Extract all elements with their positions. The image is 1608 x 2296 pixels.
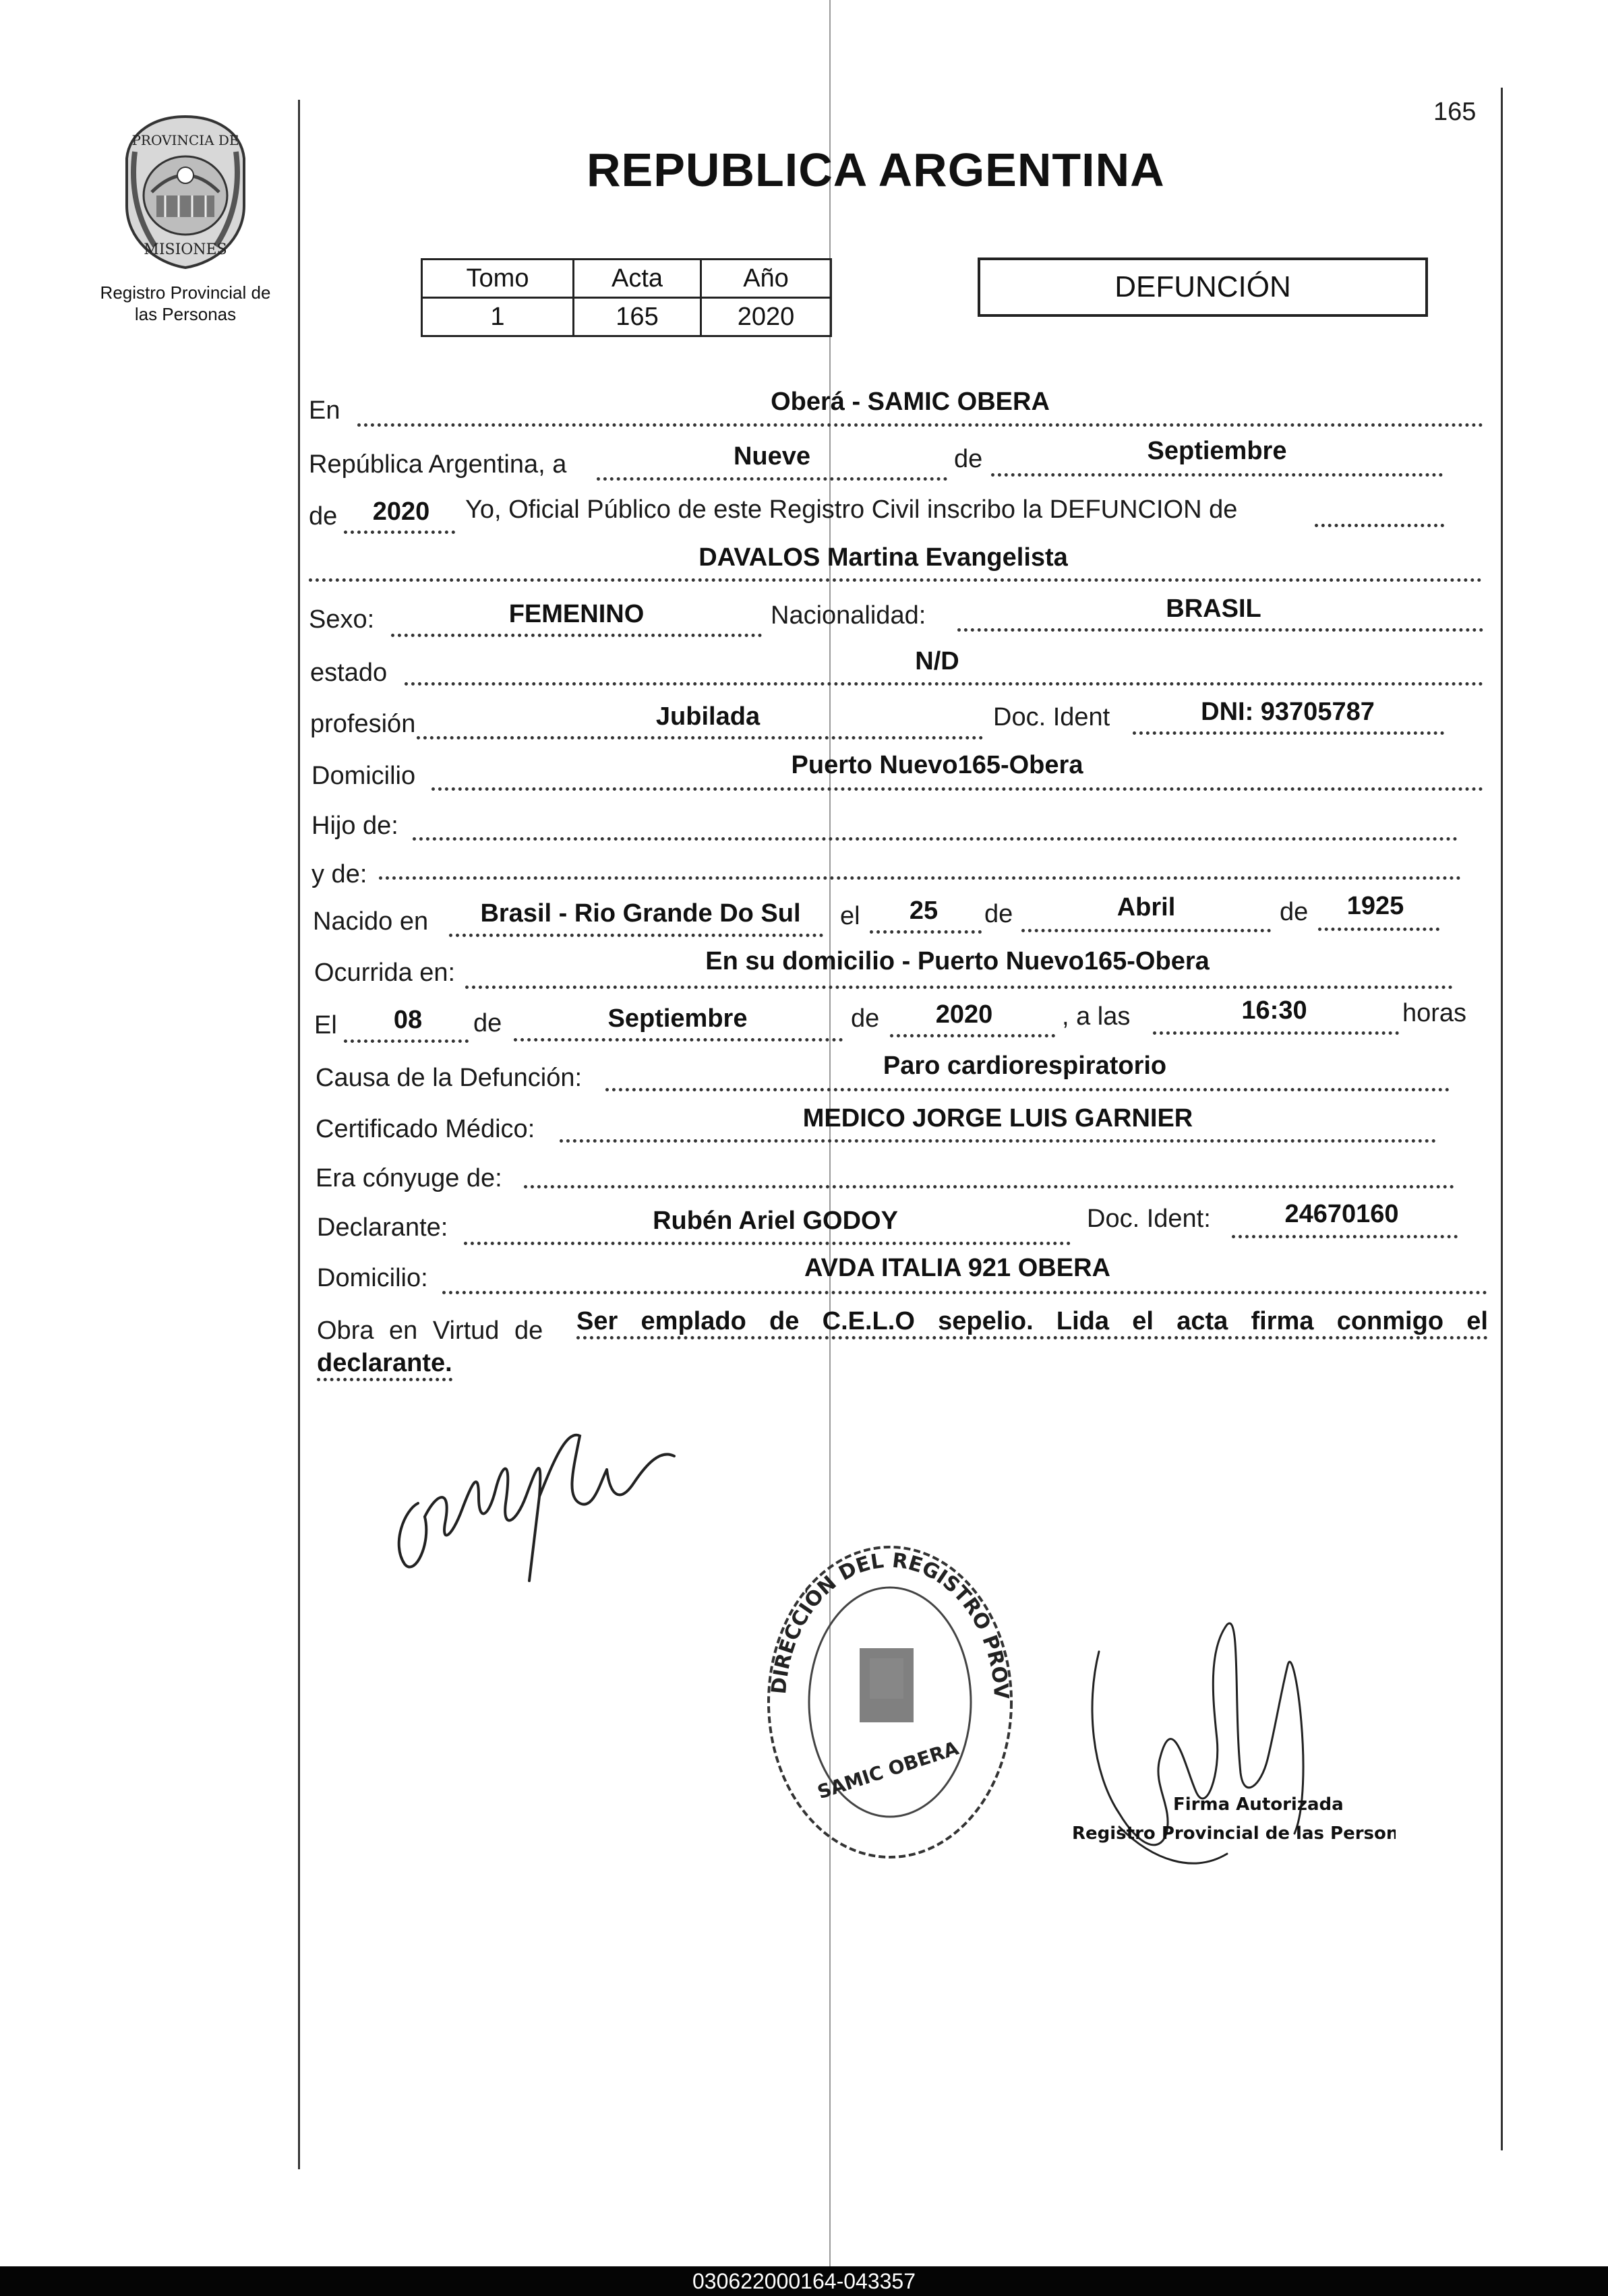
death-time: 16:30 <box>1241 996 1307 1025</box>
estado-dots <box>405 682 1483 686</box>
handwritten-signature-icon <box>378 1409 715 1604</box>
record-table <box>421 258 832 337</box>
yde-label: y de: <box>311 860 367 888</box>
obra-label <box>317 1317 543 1346</box>
de3-label: de <box>984 900 1013 928</box>
record-table-value-row <box>422 298 831 336</box>
misiones-coat-of-arms-icon <box>115 111 256 273</box>
nac-label: Nacionalidad: <box>771 601 926 630</box>
conyuge-label: Era cónyuge de: <box>316 1164 502 1192</box>
declarant-signature <box>378 1409 715 1604</box>
yde-dots <box>379 876 1461 880</box>
record-type: DEFUNCIÓN <box>1114 270 1291 303</box>
death-year: 2020 <box>935 1000 993 1029</box>
svg-text:Registro Provincial de las Per: Registro Provincial de las Personas <box>1072 1823 1396 1844</box>
record-header-acta: Acta <box>574 260 701 298</box>
causa-label: Causa de la Defunción: <box>316 1064 583 1092</box>
decl-dom-dots <box>442 1291 1487 1294</box>
svg-text:MISIONES: MISIONES <box>144 241 227 258</box>
decl-doc-label: Doc. Ident: <box>1087 1205 1211 1233</box>
en-value: Oberá - SAMIC OBERA <box>771 388 1050 416</box>
prof-dots <box>417 736 983 739</box>
yo-text: Yo, Oficial Público de este Registro Civil inscribo la DEFUNCION de <box>465 495 1238 524</box>
record-type-box <box>978 258 1428 317</box>
death-month: Septiembre <box>607 1004 748 1033</box>
ocurrida-value: En su domicilio - Puerto Nuevo165-Obera <box>705 947 1210 975</box>
decl-dots <box>464 1242 1071 1245</box>
record-header-anio: Año <box>701 260 831 298</box>
month-dots <box>991 473 1443 477</box>
left-margin-line <box>298 100 300 2169</box>
death-day: 08 <box>393 1006 423 1034</box>
decl-dom-value: AVDA ITALIA 921 OBERA <box>804 1254 1110 1282</box>
svg-text:Firma Autorizada: Firma Autorizada <box>1173 1794 1344 1815</box>
death-day-dots <box>344 1039 469 1043</box>
page-title: REPUBLICA ARGENTINA <box>587 144 1165 196</box>
year-dots <box>344 531 455 534</box>
birth-year: 1925 <box>1346 892 1404 920</box>
obra-value-line-1: Ser emplado de C.E.L.O sepelio. Lida el acta firma conmigo el <box>576 1306 1488 1339</box>
death-year-dots <box>890 1034 1055 1037</box>
year-text: 2020 <box>372 497 430 526</box>
decl-doc-value: 24670160 <box>1284 1200 1399 1228</box>
svg-text:DIRECCIÓN DEL REGISTRO PROVINC: DIRECCIÓN DEL REGISTRO PROV <box>767 1548 1013 1700</box>
province-logo <box>115 111 256 273</box>
dom-label: Domicilio <box>311 762 416 790</box>
registry-line-2: las Personas <box>134 304 237 324</box>
birth-day: 25 <box>909 897 939 925</box>
dom-dots <box>431 787 1483 791</box>
record-value-acta: 165 <box>574 298 701 336</box>
dom-value: Puerto Nuevo165-Obera <box>791 751 1083 779</box>
death-time-dots <box>1153 1031 1399 1035</box>
docid-label: Doc. Ident <box>993 703 1110 731</box>
registry-line-1: Registro Provincial de <box>100 282 271 303</box>
sexo-value: FEMENINO <box>508 600 645 628</box>
de4-label: de <box>1280 898 1309 926</box>
nacido-dots <box>449 934 823 937</box>
registry-round-seal <box>748 1527 1032 1877</box>
nac-value: BRASIL <box>1166 595 1261 623</box>
day-dots <box>597 477 947 481</box>
yo-trailing-dots <box>1315 524 1444 527</box>
ra-label: República Argentina, a <box>309 450 567 479</box>
month-text: Septiembre <box>1147 437 1287 465</box>
cert-value: MEDICO JORGE LUIS GARNIER <box>802 1104 1193 1132</box>
official-signature-stamp <box>1072 1571 1396 1908</box>
birth-day-dots <box>870 930 982 934</box>
day-text: Nueve <box>733 442 811 471</box>
nac-dots <box>957 628 1483 632</box>
de2-label: de <box>309 502 338 531</box>
registry-name <box>74 282 297 325</box>
sexo-label: Sexo: <box>309 605 375 634</box>
hijo-dots <box>413 837 1458 841</box>
nacido-label: Nacido en <box>313 907 429 936</box>
docid-value: DNI: 93705787 <box>1201 698 1375 726</box>
nacido-value: Brasil - Rio Grande Do Sul <box>480 899 801 928</box>
de1-label: de <box>954 445 983 473</box>
el2-label: El <box>314 1011 337 1039</box>
record-value-anio: 2020 <box>701 298 831 336</box>
footer-bar <box>0 2266 1608 2296</box>
hijo-label: Hijo de: <box>311 812 398 840</box>
record-header-tomo: Tomo <box>422 260 574 298</box>
svg-text:SAMIC OBERA: SAMIC OBERA <box>814 1736 961 1804</box>
official-seal-icon <box>748 1527 1032 1877</box>
causa-value: Paro cardiorespiratorio <box>883 1052 1167 1080</box>
conyuge-dots <box>524 1185 1454 1188</box>
scan-fold-line <box>829 0 831 2296</box>
name-dots <box>309 578 1482 582</box>
de6-label: de <box>851 1004 880 1033</box>
prof-label: profesión <box>310 710 416 738</box>
official-signature-icon <box>1072 1571 1396 1908</box>
right-margin-line <box>1501 88 1503 2150</box>
cert-dots <box>560 1139 1436 1143</box>
prof-value: Jubilada <box>655 702 761 731</box>
decl-dom-label: Domicilio: <box>317 1264 428 1292</box>
obra-value-line-2: declarante. <box>317 1348 452 1381</box>
en-dots <box>357 423 1483 427</box>
estado-value: N/D <box>915 647 959 675</box>
sexo-dots <box>391 634 762 637</box>
ocurrida-dots <box>465 986 1453 989</box>
death-month-dots <box>514 1038 843 1041</box>
ocurrida-label: Ocurrida en: <box>314 959 456 987</box>
de5-label: de <box>473 1009 502 1037</box>
docid-dots <box>1133 731 1444 735</box>
causa-dots <box>605 1088 1450 1091</box>
horas-label: horas <box>1402 999 1467 1027</box>
decl-value: Rubén Ariel GODOY <box>653 1207 898 1235</box>
birth-year-dots <box>1318 928 1439 931</box>
estado-label: estado <box>310 659 388 687</box>
barcode-text: 030622000164-043357 <box>692 2269 916 2293</box>
alas-label: , a las <box>1062 1002 1131 1031</box>
record-table-header-row <box>422 260 831 298</box>
birth-month-dots <box>1021 929 1271 932</box>
obra-label-text: Obra en Virtud de <box>317 1317 543 1345</box>
el-label: el <box>840 902 860 930</box>
decl-label: Declarante: <box>317 1213 448 1242</box>
deceased-name: DAVALOS Martina Evangelista <box>698 543 1068 572</box>
record-value-tomo: 1 <box>422 298 574 336</box>
en-label: En <box>309 396 340 425</box>
svg-text:PROVINCIA DE: PROVINCIA DE <box>131 132 239 148</box>
page-number: 165 <box>1433 98 1477 126</box>
decl-doc-dots <box>1232 1235 1458 1238</box>
birth-month: Abril <box>1116 893 1176 922</box>
cert-label: Certificado Médico: <box>316 1115 535 1143</box>
